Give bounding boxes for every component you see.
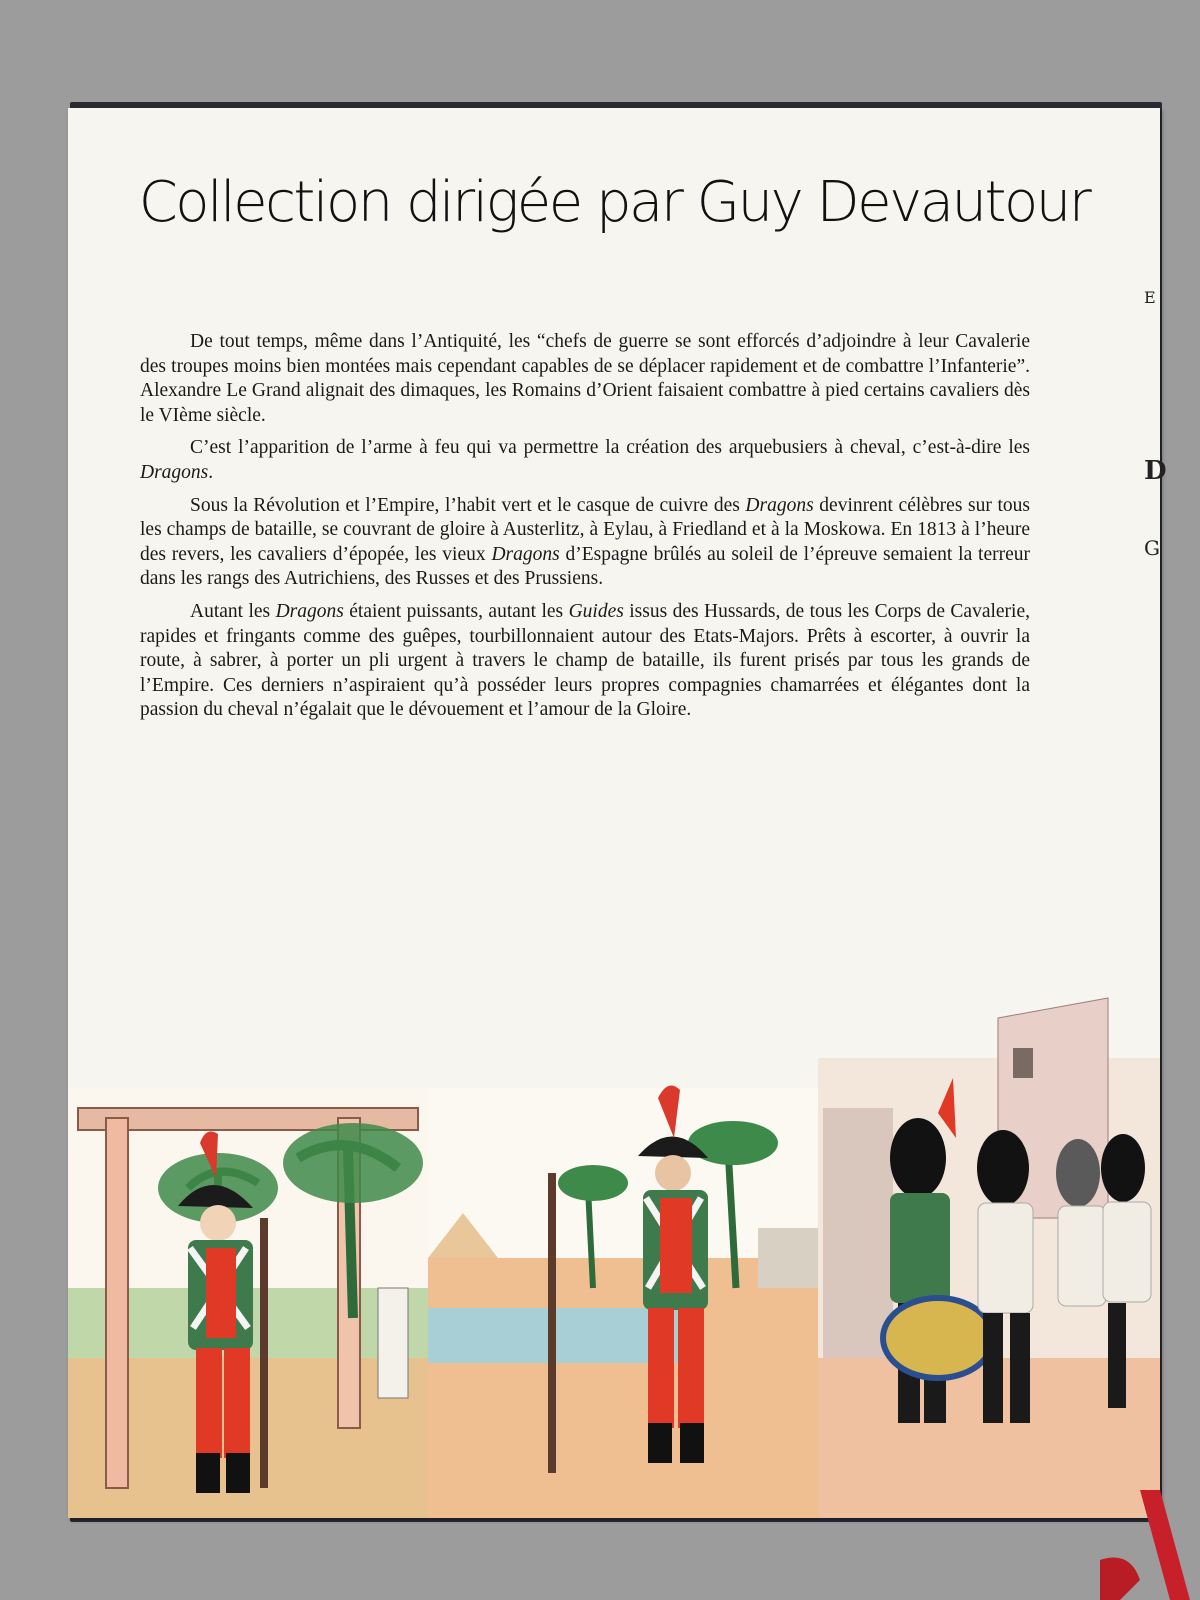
blurb-paragraph	[140, 494, 1030, 592]
text-run: Autant les	[190, 600, 276, 622]
text-run: De tout temps, même dans l’Antiquité, les “chefs de guerre se sont efforcés d’adjoindre à leur Cavalerie des troupes moins bien montées mais cependant capables de se déplacer rapidement et de combattre l’Infanterie”. Alexandre Le Grand alignait des dimaques, les Romains d’Orient faisaient combattre à pied certains cavaliers dès le VIème siècle.	[140, 331, 1030, 426]
bookmark-ribbon	[1100, 1490, 1200, 1600]
illustration-image	[68, 958, 1160, 1518]
italic-term: Dragons	[140, 461, 209, 483]
book-back-cover	[68, 108, 1167, 1518]
italic-term: Guides	[568, 600, 624, 622]
text-run: issus des Hussards, de tous les Corps de Cavalerie, rapides et fringants comme des guêpes, tourbillonnaient autour des Etats-Majors. Prêts à escorter, à ouvrir la route, à sabrer, à porter un pli urgent à travers le champ de bataille, ils furent prisés par tous les grands de l’Empire. Ces derniers n’aspiraient qu’à posséder leurs propres compagnies chamarrées et élégantes dont la passion du cheval n’égalait que le dévouement et l’amour de la Gloire.	[140, 600, 1030, 721]
blurb-paragraph	[140, 330, 1030, 428]
text-run: devinrent célèbres sur tous les champs de bataille, se couvrant de gloire à Austerlitz, à Eylau, à Friedland et à la Moskowa. En 1813 à l’heure des revers, les cavaliers d’épopée, les vieux	[140, 494, 1030, 565]
blurb-paragraph	[140, 436, 1030, 485]
text-run: Sous la Révolution et l’Empire, l’habit vert et le casque de cuivre des	[190, 494, 746, 516]
spine-letters	[1140, 288, 1167, 688]
text-run: .	[208, 461, 214, 483]
spine-letter: E	[1144, 288, 1156, 307]
spine-letter: G	[1144, 536, 1160, 560]
blurb-paragraph	[140, 600, 1030, 723]
text-run: d’Espagne brûlés au soleil de l’épreuve semaient la terreur dans les rangs des Autrichiens, des Russes et des Prussiens.	[140, 543, 1030, 590]
italic-term: Dragons	[491, 543, 560, 565]
italic-term: Dragons	[745, 494, 814, 516]
collection-title: Collection dirigée par Guy Devautour	[138, 170, 1090, 235]
blurb-text	[140, 330, 1030, 731]
cover-illustration	[68, 958, 1160, 1518]
spine-letter: D	[1144, 456, 1167, 486]
text-run: C’est l’apparition de l’arme à feu qui va permettre la création des arquebusiers à cheval, c’est-à-dire les	[190, 437, 1030, 459]
text-run: étaient puissants, autant les	[343, 600, 569, 622]
italic-term: Dragons	[275, 600, 344, 622]
